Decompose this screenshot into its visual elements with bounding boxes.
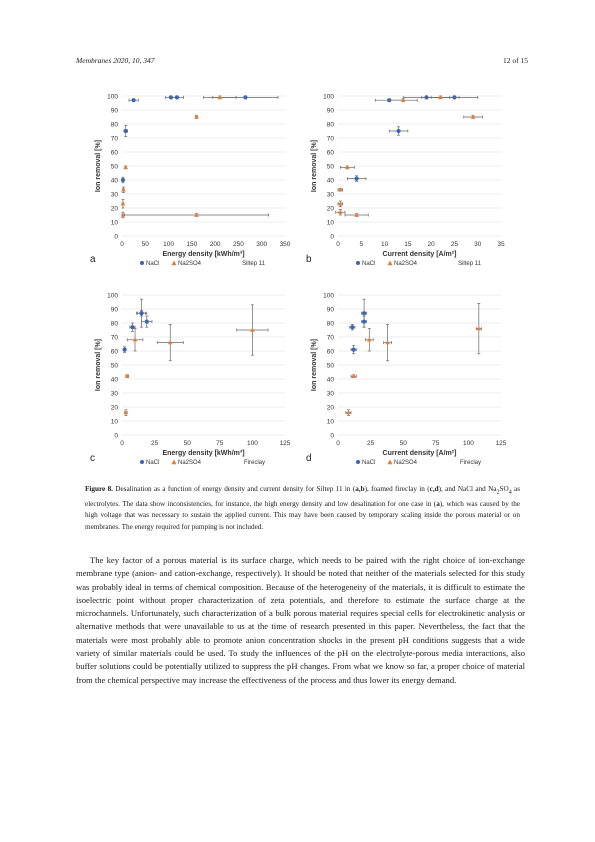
x-tick-label: 5: [359, 241, 364, 248]
y-tick-label: 50: [326, 163, 334, 171]
panel-letter: c: [90, 453, 95, 464]
x-tick-label: 100: [163, 241, 175, 248]
material-label: Siltep 11: [458, 261, 481, 267]
y-tick-label: 100: [107, 93, 118, 101]
legend-label: NaCl: [146, 261, 160, 267]
y-axis-label: Ion removal [%]: [311, 139, 318, 193]
y-tick-label: 40: [110, 376, 118, 384]
y-tick-label: 10: [326, 418, 334, 426]
legend-marker-triangle: [172, 460, 177, 465]
x-tick-label: 250: [232, 241, 244, 248]
data-point-na2so4: [338, 201, 343, 205]
y-tick-label: 80: [326, 121, 334, 129]
material-label: Fireclay: [459, 460, 481, 466]
x-tick-label: 50: [399, 440, 407, 447]
x-tick-label: 100: [246, 440, 258, 447]
data-point-nacl: [145, 320, 149, 324]
data-point-na2so4: [477, 326, 482, 330]
data-point-nacl: [243, 95, 247, 99]
y-tick-label: 50: [326, 362, 334, 370]
y-axis-label: Ion removal [%]: [95, 338, 102, 392]
data-point-nacl: [355, 177, 359, 181]
page-number: 12 of 15: [503, 56, 528, 65]
x-tick-label: 125: [495, 440, 507, 447]
legend-marker-circle: [356, 460, 360, 464]
y-tick-label: 20: [326, 205, 334, 213]
x-tick-label: 50: [183, 440, 191, 447]
x-tick-label: 10: [380, 241, 389, 248]
y-tick-label: 20: [110, 404, 118, 412]
y-tick-label: 30: [326, 390, 334, 398]
x-tick-label: 0: [336, 241, 340, 248]
data-point-nacl: [124, 129, 128, 133]
y-tick-label: 90: [326, 107, 334, 115]
y-tick-label: 10: [110, 418, 118, 426]
y-axis-label: Ion removal [%]: [311, 338, 318, 392]
legend-label: Na2SO4: [394, 460, 418, 466]
data-point-na2so4: [367, 337, 372, 341]
y-tick-label: 90: [326, 306, 334, 314]
chart-panel-d: [298, 285, 513, 480]
x-tick-label: 25: [450, 241, 459, 248]
data-point-na2so4: [121, 187, 126, 191]
y-tick-label: 30: [326, 191, 334, 199]
y-tick-label: 60: [110, 149, 118, 157]
legend-label: NaCl: [146, 460, 160, 466]
legend-label: NaCl: [362, 261, 376, 267]
chart-panel-a: [82, 86, 297, 281]
x-tick-label: 350: [279, 241, 291, 248]
data-point-nacl: [139, 311, 143, 315]
figure-caption: Figure 8. Desalination as a function of energy density and current density for Siltep 11 in (a,b), foamed fireclay in (c,d), and NaCl and $Na_2SO_4$ as electrolytes. The data show inconsistencies, for instance, the high energy density and low desalination for one case in (a), which was caused by the high voltage that was necessary to sustain the applied current. This may have been caused by temporary scaling inside the porous material or on membranes. The energy required for pumping is not included.: [85, 485, 521, 531]
y-tick-label: 70: [110, 135, 118, 143]
x-tick-label: 125: [279, 440, 291, 447]
x-tick-label: 150: [186, 241, 198, 248]
x-tick-label: 25: [150, 440, 159, 447]
legend-marker-triangle: [388, 261, 393, 266]
running-header: Membranes 2020, 10, 347: [76, 56, 155, 65]
y-tick-label: 10: [110, 219, 118, 227]
legend-label: Na2SO4: [394, 261, 418, 267]
data-point-na2so4: [354, 213, 359, 217]
y-tick-label: 30: [110, 390, 118, 398]
data-point-nacl: [132, 98, 136, 102]
data-point-na2so4: [250, 328, 255, 332]
x-tick-label: 50: [141, 241, 149, 248]
y-tick-label: 0: [330, 432, 334, 440]
chart-panel-b: [298, 86, 513, 281]
y-tick-label: 100: [107, 292, 118, 300]
legend-marker-triangle: [388, 460, 393, 465]
data-point-nacl: [362, 320, 366, 324]
data-point-na2so4: [123, 165, 128, 169]
x-tick-label: 20: [427, 241, 435, 248]
data-point-na2so4: [338, 210, 343, 214]
data-point-na2so4: [194, 115, 199, 119]
y-tick-label: 80: [326, 320, 334, 328]
x-axis-label: Energy density [kWh/m³]: [162, 450, 245, 457]
y-tick-label: 40: [326, 376, 334, 384]
x-tick-label: 0: [120, 440, 124, 447]
data-point-na2so4: [133, 337, 138, 341]
y-tick-label: 30: [110, 191, 118, 199]
y-tick-label: 20: [110, 205, 118, 213]
x-axis-label: Energy density [kWh/m³]: [162, 251, 245, 258]
y-tick-label: 90: [110, 107, 118, 115]
y-tick-label: 10: [326, 219, 334, 227]
data-point-nacl: [123, 348, 127, 352]
x-tick-label: 0: [120, 241, 124, 248]
legend-label: Na2SO4: [178, 460, 202, 466]
data-point-na2so4: [218, 95, 223, 99]
x-tick-label: 25: [366, 440, 375, 447]
data-point-na2so4: [194, 213, 199, 217]
x-tick-label: 0: [336, 440, 340, 447]
legend-label: Na2SO4: [178, 261, 202, 267]
y-tick-label: 70: [326, 135, 334, 143]
material-label: Fireclay: [243, 460, 265, 466]
y-tick-label: 0: [330, 233, 334, 241]
y-tick-label: 60: [110, 348, 118, 356]
x-axis-label: Current density [A/m²]: [382, 450, 457, 457]
y-tick-label: 80: [110, 320, 118, 328]
legend-marker-triangle: [172, 261, 177, 266]
x-tick-label: 300: [256, 241, 268, 248]
y-tick-label: 70: [326, 334, 334, 342]
y-tick-label: 100: [323, 93, 334, 101]
panel-letter: d: [306, 453, 312, 464]
data-point-nacl: [352, 348, 356, 352]
y-tick-label: 60: [326, 149, 334, 157]
legend-marker-circle: [140, 261, 144, 265]
y-tick-label: 20: [326, 404, 334, 412]
y-tick-label: 50: [110, 362, 118, 370]
y-tick-label: 80: [110, 121, 118, 129]
y-tick-label: 0: [114, 233, 118, 241]
y-tick-label: 50: [110, 163, 118, 171]
panel-letter: a: [90, 254, 96, 265]
legend-marker-circle: [140, 460, 144, 464]
caption-label: Figure 8.: [85, 485, 113, 493]
legend-marker-circle: [356, 261, 360, 265]
data-point-na2so4: [346, 410, 351, 414]
data-point-nacl: [396, 129, 400, 133]
x-tick-label: 30: [474, 241, 482, 248]
data-point-na2so4: [401, 98, 406, 102]
x-tick-label: 75: [216, 440, 224, 447]
data-point-na2so4: [345, 165, 350, 169]
data-point-nacl: [350, 325, 354, 329]
panel-letter: b: [306, 254, 312, 265]
y-tick-label: 70: [110, 334, 118, 342]
y-axis-label: Ion removal [%]: [95, 139, 102, 193]
y-tick-label: 90: [110, 306, 118, 314]
y-tick-label: 60: [326, 348, 334, 356]
data-point-na2so4: [438, 95, 443, 99]
data-point-na2so4: [351, 374, 356, 378]
x-axis-label: Current density [A/m²]: [382, 251, 457, 258]
y-tick-label: 40: [326, 177, 334, 185]
x-tick-label: 75: [432, 440, 440, 447]
y-tick-label: 0: [114, 432, 118, 440]
x-tick-label: 15: [404, 241, 412, 248]
legend-label: NaCl: [362, 460, 376, 466]
material-label: Siltep 11: [242, 261, 265, 267]
data-point-nacl: [362, 311, 366, 315]
data-point-nacl: [121, 178, 125, 182]
x-tick-label: 100: [462, 440, 474, 447]
data-point-na2so4: [471, 115, 476, 119]
y-tick-label: 100: [323, 292, 334, 300]
body-paragraph: The key factor of a porous material is its surface charge, which needs to be paired with the right choice of ion-exchange membrane type (anion- and cation-exchange, respectively). It should be noted that neither of the materials selected for this study was probably ideal in terms of chemical composition. Because of the heterogeneity of the materials, it is difficult to estimate the isoelectric point without proper characterization of zeta potentials, and therefore to estimate the surface charge at the microchannels. Unfortunately, such characterization of a bulk porous material requires special cells for electrokinetic analysis or alternative methods that were unavailable to us at the time of research presented in this paper. Nevertheless, the fact that the materials were most probably able to promote anion concentration shocks in the present pH conditions suggests that a wide variety of similar materials could be used. To study the influences of the pH on the electrolyte-porous media interactions, also buffer solutions could be potentially utilized to suppress the pH changes. From what we know so far, a proper choice of material from the chemical perspective may increase the effectiveness of the process and thus lower its energy demand.: [76, 555, 525, 685]
y-tick-label: 40: [110, 177, 118, 185]
data-point-na2so4: [121, 201, 126, 205]
data-point-na2so4: [168, 340, 173, 344]
data-point-nacl: [175, 95, 179, 99]
chart-panel-c: [82, 285, 297, 480]
x-tick-label: 35: [497, 241, 505, 248]
data-point-na2so4: [385, 340, 390, 344]
x-tick-label: 200: [209, 241, 221, 248]
data-point-na2so4: [338, 187, 343, 191]
